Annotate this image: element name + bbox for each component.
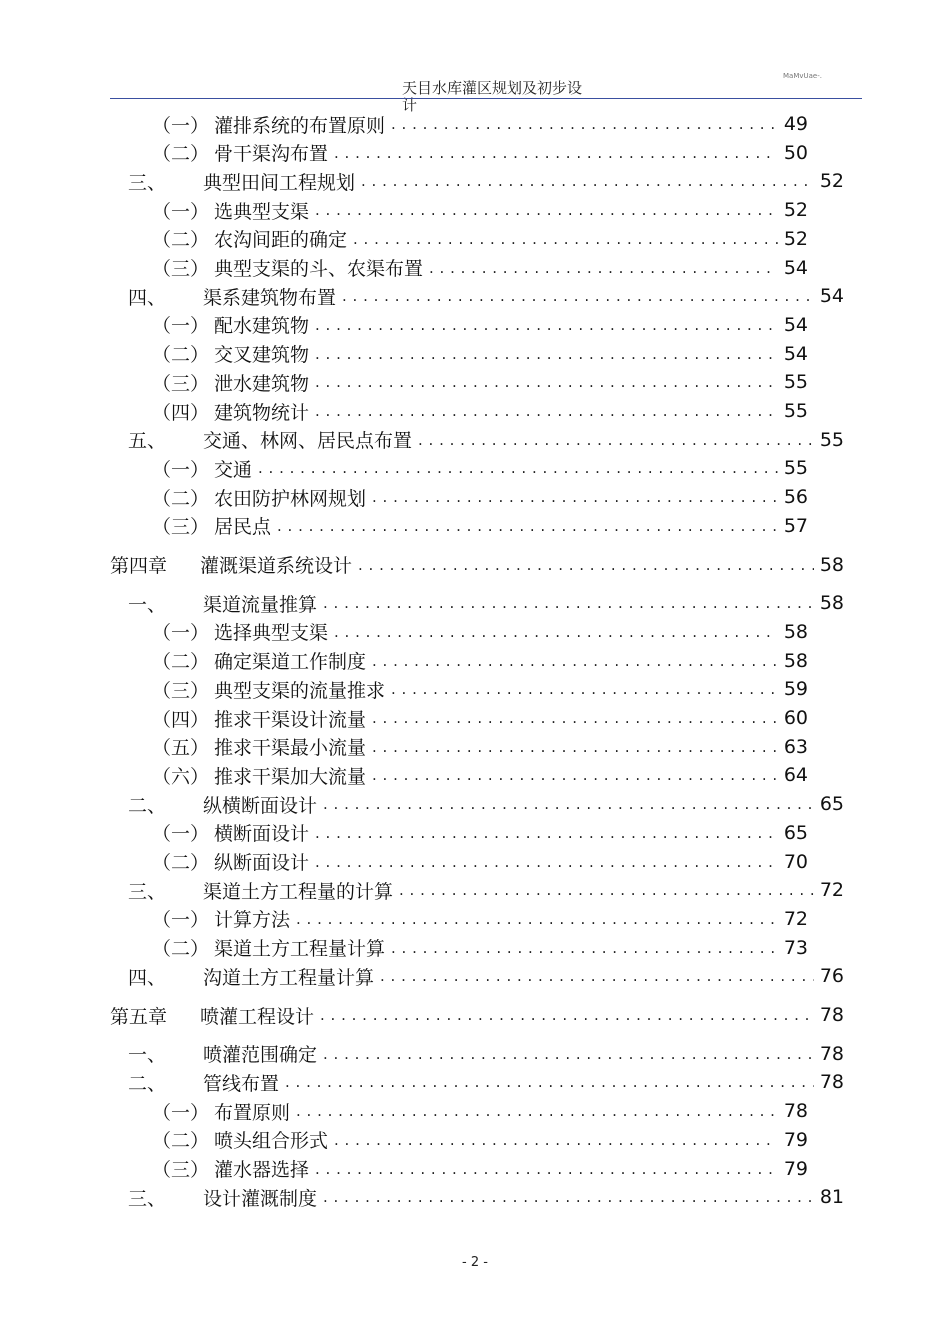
toc-entry-title: 喷灌范围确定 (203, 1044, 318, 1067)
toc-entry-page: 65 (819, 793, 844, 816)
toc-entry-page: 81 (819, 1186, 844, 1209)
toc-entry-title: 纵横断面设计 (203, 794, 318, 817)
toc-entry-number: （一） (152, 200, 210, 223)
toc-entry-page: 59 (783, 678, 808, 701)
toc-leader-dots (320, 1006, 814, 1024)
toc-entry-title: 配水建筑物 (214, 315, 310, 338)
toc-entry[interactable] (152, 1155, 808, 1183)
toc-entry-number: （二） (152, 1130, 210, 1153)
toc-entry[interactable] (152, 848, 808, 876)
toc-entry-number: （四） (152, 708, 210, 731)
toc-entry[interactable] (152, 647, 808, 675)
toc-entry-number: （三） (152, 258, 210, 280)
toc-entry-title: 横断面设计 (214, 823, 310, 846)
toc-entry[interactable] (152, 368, 808, 396)
toc-entry-title: 渠系建筑物布置 (203, 286, 337, 309)
toc-entry[interactable] (128, 1068, 844, 1096)
toc-entry-number: （一） (152, 909, 210, 932)
toc-entry-number: （一） (152, 1101, 210, 1124)
toc-entry-title: 农田防护林网规划 (214, 487, 367, 510)
toc-leader-dots (334, 1131, 778, 1149)
toc-leader-dots (353, 230, 778, 248)
toc-leader-dots (277, 517, 778, 535)
toc-leader-dots (358, 556, 814, 574)
toc-entry-number: （一） (152, 315, 210, 338)
toc-entry-page: 52 (783, 199, 808, 222)
toc-entry-number: （三） (152, 516, 210, 539)
toc-entry[interactable] (152, 225, 808, 253)
toc-entry[interactable] (152, 139, 808, 167)
toc-entry-title: 泄水建筑物 (214, 372, 310, 395)
toc-entry-title: 渠道土方工程量的计算 (203, 880, 394, 903)
toc-entry-number: （二） (152, 344, 210, 367)
toc-entry[interactable] (152, 733, 808, 761)
toc-entry-page: 64 (783, 764, 808, 787)
toc-entry-title: 典型田间工程规划 (203, 171, 356, 194)
toc-entry-title: 确定渠道工作制度 (214, 651, 367, 674)
toc-entry[interactable] (128, 282, 844, 310)
toc-leader-dots (391, 115, 778, 133)
toc-entry-page: 63 (783, 735, 808, 758)
toc-entry[interactable] (152, 1126, 808, 1154)
toc-entry-title: 交叉建筑物 (214, 344, 310, 367)
toc-entry-page: 55 (783, 400, 808, 422)
toc-entry[interactable] (110, 551, 844, 579)
toc-entry-page: 58 (819, 592, 844, 615)
toc-entry[interactable] (152, 704, 808, 732)
toc-leader-dots (315, 373, 778, 391)
toc-leader-dots (372, 709, 778, 727)
toc-entry-number: （二） (152, 229, 210, 252)
toc-entry[interactable] (152, 1097, 808, 1125)
toc-entry-page: 78 (783, 1100, 808, 1123)
toc-entry[interactable] (152, 761, 808, 789)
toc-entry[interactable] (128, 167, 844, 195)
toc-entry-number: （二） (152, 852, 210, 874)
toc-leader-dots (323, 795, 814, 813)
toc-entry-page: 70 (783, 850, 808, 873)
toc-leader-dots (334, 623, 778, 641)
toc-entry-title: 典型支渠的流量推求 (214, 679, 386, 702)
toc-entry-number: （四） (152, 401, 210, 424)
toc-leader-dots (372, 766, 778, 784)
toc-entry-number: 第四章 (110, 555, 168, 577)
toc-entry-title: 交通、林网、居民点布置 (203, 430, 413, 453)
toc-entry-page: 49 (783, 113, 808, 135)
toc-leader-dots (315, 824, 778, 842)
toc-leader-dots (391, 680, 778, 698)
toc-entry-page: 58 (783, 649, 808, 672)
toc-leader-dots (323, 594, 814, 612)
toc-entry-page: 58 (783, 620, 808, 643)
toc-entry-page: 55 (819, 428, 844, 451)
toc-entry-number: （六） (152, 765, 210, 788)
toc-leader-dots (361, 172, 814, 190)
toc-entry[interactable] (128, 876, 844, 904)
toc-entry[interactable] (152, 311, 808, 339)
toc-entry-page: 54 (783, 313, 808, 336)
toc-entry-title: 沟道土方工程量计算 (203, 966, 375, 989)
toc-entry-page: 56 (783, 486, 808, 509)
toc-leader-dots (323, 1188, 814, 1206)
toc-entry[interactable] (152, 905, 808, 933)
header-divider (110, 98, 862, 99)
toc-entry-number: （二） (152, 651, 210, 674)
toc-entry-title: 设计灌溉制度 (203, 1187, 318, 1210)
toc-entry-number: 三、 (128, 1187, 167, 1210)
toc-entry-number: （五） (152, 737, 210, 760)
toc-entry-page: 55 (783, 457, 808, 480)
toc-entry-page: 55 (783, 371, 808, 394)
toc-entry-title: 推求干渠最小流量 (214, 737, 367, 760)
toc-entry-page: 78 (819, 1071, 844, 1094)
toc-entry-title: 典型支渠的斗、农渠布置 (214, 258, 424, 280)
toc-leader-dots (315, 402, 778, 420)
toc-entry-page: 54 (819, 285, 844, 308)
toc-entry-page: 52 (819, 170, 844, 193)
toc-entry-title: 布置原则 (214, 1101, 291, 1124)
toc-entry-number: 三、 (128, 171, 167, 194)
toc-entry-title: 骨干渠沟布置 (214, 143, 329, 166)
toc-entry-page: 54 (783, 256, 808, 279)
toc-entry-title: 喷头组合形式 (214, 1130, 329, 1153)
toc-entry-title: 渠道流量推算 (203, 593, 318, 616)
toc-entry-title: 纵断面设计 (214, 852, 310, 874)
toc-entry-title: 灌水器选择 (214, 1159, 310, 1181)
toc-entry-number: 二、 (128, 1072, 167, 1095)
toc-entry-number: （一） (152, 114, 210, 137)
toc-entry-page: 76 (819, 965, 844, 988)
toc-entry-page: 78 (819, 1004, 844, 1026)
toc-entry-title: 灌排系统的布置原则 (214, 114, 386, 137)
toc-entry-page: 73 (783, 936, 808, 959)
toc-entry-title: 选典型支渠 (214, 200, 310, 223)
toc-entry-title: 渠道土方工程量计算 (214, 938, 386, 961)
toc-entry-title: 推求干渠设计流量 (214, 708, 367, 731)
toc-entry[interactable] (152, 483, 808, 511)
toc-entry-number: 五、 (128, 430, 167, 453)
toc-entry[interactable] (128, 962, 844, 990)
toc-entry-number: 一、 (128, 1044, 167, 1067)
toc-leader-dots (315, 316, 778, 334)
toc-entry[interactable] (152, 196, 808, 224)
toc-leader-dots (429, 259, 778, 277)
toc-entry-page: 79 (783, 1128, 808, 1151)
toc-entry-page: 72 (783, 907, 808, 930)
toc-leader-dots (315, 201, 778, 219)
toc-entry-number: 第五章 (110, 1005, 168, 1028)
toc-leader-dots (315, 1160, 778, 1178)
toc-entry-title: 灌溉渠道系统设计 (200, 555, 353, 577)
toc-entry-title: 交通 (214, 458, 253, 481)
toc-entry[interactable] (152, 934, 808, 962)
toc-entry-page: 52 (783, 227, 808, 250)
toc-entry-page: 57 (783, 514, 808, 537)
toc-leader-dots (285, 1073, 814, 1091)
toc-entry[interactable] (152, 675, 808, 703)
toc-entry-page: 72 (819, 879, 844, 902)
toc-entry-page: 58 (819, 553, 844, 576)
toc-entry[interactable] (152, 819, 808, 847)
toc-entry[interactable] (152, 340, 808, 368)
toc-entry-page: 78 (819, 1042, 844, 1065)
toc-entry-number: （三） (152, 372, 210, 395)
toc-entry-number: （二） (152, 143, 210, 166)
toc-entry-title: 管线布置 (203, 1072, 280, 1095)
toc-entry-page: 79 (783, 1157, 808, 1180)
toc-entry[interactable] (110, 1001, 844, 1029)
header-mark: MaMvUae-. (783, 72, 822, 80)
toc-entry-page: 60 (783, 707, 808, 729)
toc-leader-dots (418, 431, 814, 449)
toc-entry-title: 计算方法 (214, 909, 291, 932)
toc-entry-title: 居民点 (214, 516, 272, 539)
toc-leader-dots (380, 967, 814, 985)
toc-leader-dots (372, 488, 778, 506)
toc-entry-number: （一） (152, 823, 210, 846)
toc-entry[interactable] (152, 618, 808, 646)
toc-entry-number: 一、 (128, 593, 167, 616)
toc-entry-number: （三） (152, 679, 210, 702)
toc-entry-number: 三、 (128, 880, 167, 903)
toc-entry-title: 选择典型支渠 (214, 622, 329, 645)
toc-entry-title: 农沟间距的确定 (214, 229, 348, 252)
toc-entry-number: 四、 (128, 286, 167, 309)
toc-entry-number: （二） (152, 938, 210, 961)
toc-entry-number: （一） (152, 458, 210, 481)
toc-leader-dots (372, 652, 778, 670)
toc-leader-dots (342, 287, 814, 305)
toc-leader-dots (391, 939, 778, 957)
toc-entry-title: 推求干渠加大流量 (214, 765, 367, 788)
toc-entry-page: 65 (783, 821, 808, 844)
toc-entry-page: 54 (783, 342, 808, 365)
toc-leader-dots (372, 738, 778, 756)
toc-leader-dots (315, 345, 778, 363)
header-title: 天目水库灌区规划及初步设计 (402, 79, 583, 114)
toc-entry[interactable] (152, 254, 808, 282)
toc-leader-dots (296, 1102, 778, 1120)
toc-leader-dots (399, 881, 814, 899)
toc-entry-number: 二、 (128, 794, 167, 817)
toc-entry[interactable] (128, 589, 844, 617)
toc-entry-number: 四、 (128, 966, 167, 989)
toc-entry[interactable] (152, 397, 808, 425)
toc-entry-number: （三） (152, 1159, 210, 1181)
toc-entry[interactable] (152, 512, 808, 540)
page-number: - 2 - (462, 1255, 488, 1270)
toc-entry-title: 喷灌工程设计 (200, 1005, 315, 1028)
toc-leader-dots (334, 144, 778, 162)
toc-entry[interactable] (128, 790, 844, 818)
toc-entry-number: （二） (152, 487, 210, 510)
toc-leader-dots (296, 910, 778, 928)
toc-entry-page: 50 (783, 141, 808, 164)
toc-leader-dots (323, 1045, 814, 1063)
toc-entry[interactable] (128, 1183, 844, 1211)
toc-entry[interactable] (152, 110, 808, 138)
toc-entry[interactable] (128, 426, 844, 454)
toc-entry[interactable] (152, 454, 808, 482)
toc-entry[interactable] (128, 1040, 844, 1068)
toc-leader-dots (258, 459, 778, 477)
toc-leader-dots (315, 853, 778, 871)
toc-entry-title: 建筑物统计 (214, 401, 310, 424)
toc-entry-number: （一） (152, 622, 210, 645)
